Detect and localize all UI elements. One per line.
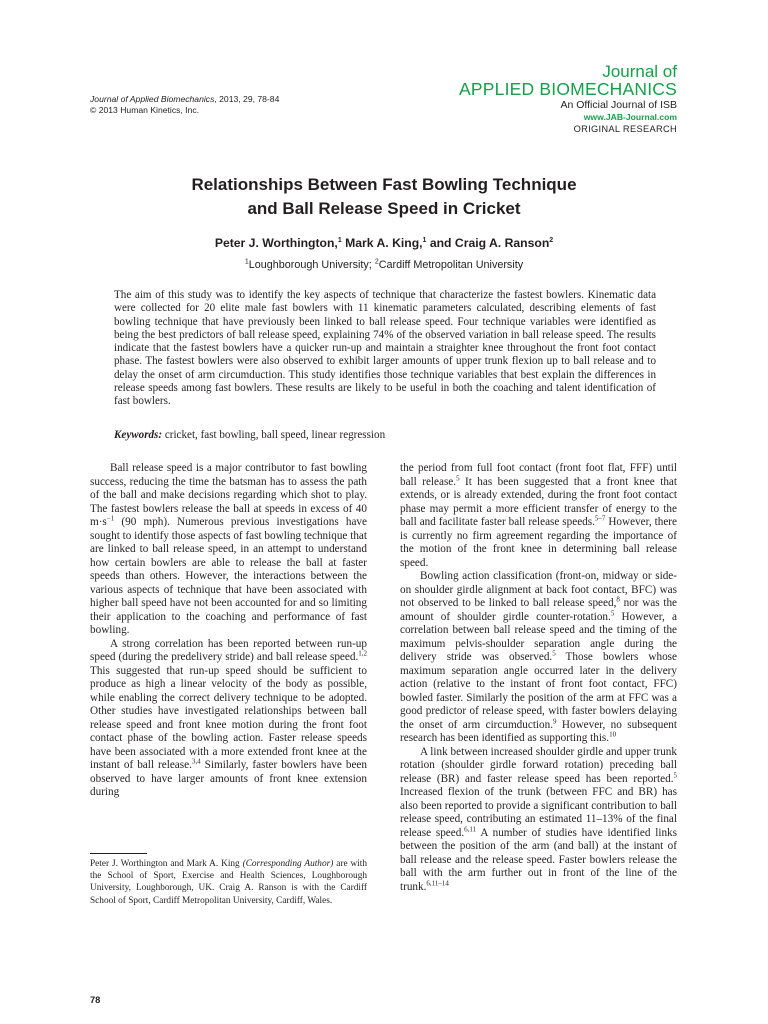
- affiliations: [0, 259, 768, 271]
- unit-exponent: −1: [106, 514, 115, 523]
- body-text: However, no subsequent research has been identified as supporting this.: [400, 718, 677, 744]
- body-text: (90 mph). Numerous previous investigations have sought to identify those aspects of fast bowling technique that are linked to ball release speed, in an attempt to understand how certain bowlers are able to release the ball at faster speeds than others. However, the interactions between the various aspects of technique that have been associated with higher ball speed have not been accounted for and so limiting their application to the coaching and performance of fast bowling.: [90, 516, 367, 636]
- journal-issue: , 2013, 29, 78-84: [214, 94, 280, 104]
- footnote-role: (Corresponding Author): [242, 859, 334, 869]
- author-list: [0, 236, 768, 250]
- body-paragraph: [400, 570, 677, 746]
- masthead-subtitle: An Official Journal of ISB: [560, 99, 677, 111]
- body-paragraph: [90, 638, 367, 800]
- keywords-list: cricket, fast bowling, ball speed, linear regression: [162, 429, 386, 441]
- author-affiliation-mark: 1: [422, 236, 427, 244]
- copyright: © 2013 Human Kinetics, Inc.: [90, 105, 200, 115]
- author-footnote: [90, 858, 367, 907]
- abstract: The aim of this study was to identify the key aspects of technique that characterize the fastest bowlers. Kinematic data were collected for 20 elite male fast bowlers with 11 kinematic parameters calculated, describing elements of fast bowling technique that have previously been linked to ball release speed. Four technique variables were identified as being the best predictors of ball release speed, explaining 74% of the observed variation in ball release speed. The results indicate that the fastest bowlers have a quicker run-up and maintain a straighter knee throughout the front foot contact phase. The fastest bowlers were also observed to exhibit larger amounts of upper trunk flexion up to ball release and to delay the onset of arm circumduction. This study identifies those technique variables that best explain the differences in release speeds among fast bowlers. These results are likely to be useful in both the coaching and talent identification of fast bowlers.: [114, 289, 656, 408]
- body-text: A strong correlation has been reported between run-up speed (during the predelivery stride) and ball release speed.: [90, 637, 367, 663]
- citation-ref[interactable]: 10: [609, 730, 617, 739]
- author-affiliation-mark: 1: [337, 236, 342, 244]
- title-line-2: and Ball Release Speed in Cricket: [247, 199, 521, 218]
- affiliation-mark: 1: [244, 258, 249, 266]
- journal-citation: [90, 94, 279, 116]
- body-column-right: [400, 462, 677, 894]
- body-text: Ball release speed is a major contributor to fast bowling success, reducing the time the batsman has to assess the path of the ball and make decisions regarding which shot to play. The fastest bowlers release the ball at speeds in excess of 40 m·s: [90, 462, 367, 528]
- affiliation-mark: 2: [374, 258, 379, 266]
- journal-name: Journal of Applied Biomechanics: [90, 94, 215, 104]
- body-text: the period from full foot contact (front foot flat, FFF) until ball release.: [400, 462, 677, 488]
- footnote-text: Peter J. Worthington and Mark A. King: [90, 859, 243, 869]
- journal-url-link[interactable]: www.JAB-Journal.com: [583, 112, 677, 122]
- citation-ref[interactable]: 3,4: [191, 757, 201, 766]
- author-name: Craig A. Ranson: [454, 236, 550, 250]
- body-text: nor was the amount of shoulder girdle counter-rotation.: [400, 597, 678, 623]
- citation-ref[interactable]: 6,11–14: [426, 878, 449, 887]
- page-number: 78: [90, 995, 101, 1005]
- body-text: A link between increased shoulder girdle and upper trunk rotation (shoulder girdle forward rotation) preceding ball release (BR) and faster release speed has been reported.: [400, 745, 677, 785]
- body-text: A number of studies have identified links between the position of the arm (and ball) at the instant of ball release and the release speed. Faster bowlers release the ball with the arm further out in front of the line of the trunk.: [400, 826, 677, 893]
- journal-citation-line: [90, 94, 279, 105]
- author-affiliation-mark: 2: [549, 236, 554, 244]
- article-title: [0, 173, 768, 221]
- body-paragraph: [90, 462, 367, 638]
- body-text: Bowling action classification (front-on, midway or side-on shoulder girdle alignment at back foot contact, BFC) was not observed to be linked to ball release speed,: [400, 570, 677, 609]
- citation-ref[interactable]: 9: [553, 716, 557, 725]
- article-type: ORIGINAL RESEARCH: [573, 124, 677, 134]
- body-text: Similarly, faster bowlers have been observed to have larger amounts of front knee extension during: [90, 759, 367, 798]
- citation-ref[interactable]: 6,11: [464, 824, 477, 833]
- body-text: This suggested that run-up speed should be sufficient to produce as high a linear velocity of the body as possible, while enabling the correct delivery technique to be adopted. Other studies have investigated relationships between ball release speed and front knee motion during the front foot contact phase of the bowling action. Faster release speeds have been associated with a more extended front knee at the instant of ball release.: [90, 664, 367, 771]
- keywords: [114, 429, 656, 442]
- author-name: Mark A. King,: [345, 236, 423, 250]
- affiliation-name: Loughborough University;: [248, 259, 375, 271]
- journal-masthead: [459, 63, 677, 135]
- body-text: However, there is currently no firm agreement regarding the importance of the motion of the front knee in determining ball release speed.: [400, 516, 677, 569]
- body-text: Those bowlers whose maximum separation angle occurred later in the delivery action (relative to the instant of front foot contact, FFC) bowled faster. Similarly the position of the arm at FFC was a good predictor of release speed, with faster bowlers delaying the onset of arm circumduction.: [400, 651, 677, 731]
- citation-ref[interactable]: 1,2: [358, 649, 367, 658]
- affiliation-name: Cardiff Metropolitan University: [378, 259, 524, 271]
- citation-ref[interactable]: 5–7: [594, 514, 606, 523]
- body-text: Increased flexion of the trunk (between FFC and BR) has also been reported to provide a significant contribution to ball release speed, contributing an estimated 11–13% of the final release speed.: [400, 786, 677, 839]
- citation-ref[interactable]: 8: [616, 595, 620, 604]
- citation-ref[interactable]: 5: [673, 770, 677, 779]
- keywords-label: Keywords:: [114, 429, 163, 441]
- author-separator: and: [426, 236, 455, 250]
- author-name: Peter J. Worthington,: [214, 236, 338, 250]
- body-paragraph: [400, 462, 677, 570]
- masthead-line-2: APPLIED BIOMECHANICS: [459, 79, 677, 99]
- body-text: It has been suggested that a front knee that extends, or is already extended, during the front foot contact phase may permit a more efficient transfer of energy to the ball and facilitate faster ball release speeds.: [400, 475, 677, 528]
- body-column-left: [90, 462, 367, 800]
- citation-ref[interactable]: 5: [552, 649, 556, 658]
- footnote-divider: [90, 853, 147, 854]
- citation-ref[interactable]: 5: [456, 473, 460, 482]
- title-line-1: Relationships Between Fast Bowling Technique: [191, 175, 577, 194]
- body-paragraph: [400, 746, 677, 895]
- citation-ref[interactable]: 5: [610, 608, 615, 617]
- masthead-line-1: Journal of: [602, 62, 677, 81]
- footnote-text: are with the School of Sport, Exercise and Health Sciences, Loughborough University, Loughborough, UK. Craig A. Ranson is with the Cardiff School of Sport, Cardiff Metropolitan University, Cardiff, Wales.: [90, 859, 368, 906]
- body-text: However, a correlation between ball release speed and the timing of the maximum pelvis-shoulder separation angle during the delivery stride was observed.: [400, 610, 677, 663]
